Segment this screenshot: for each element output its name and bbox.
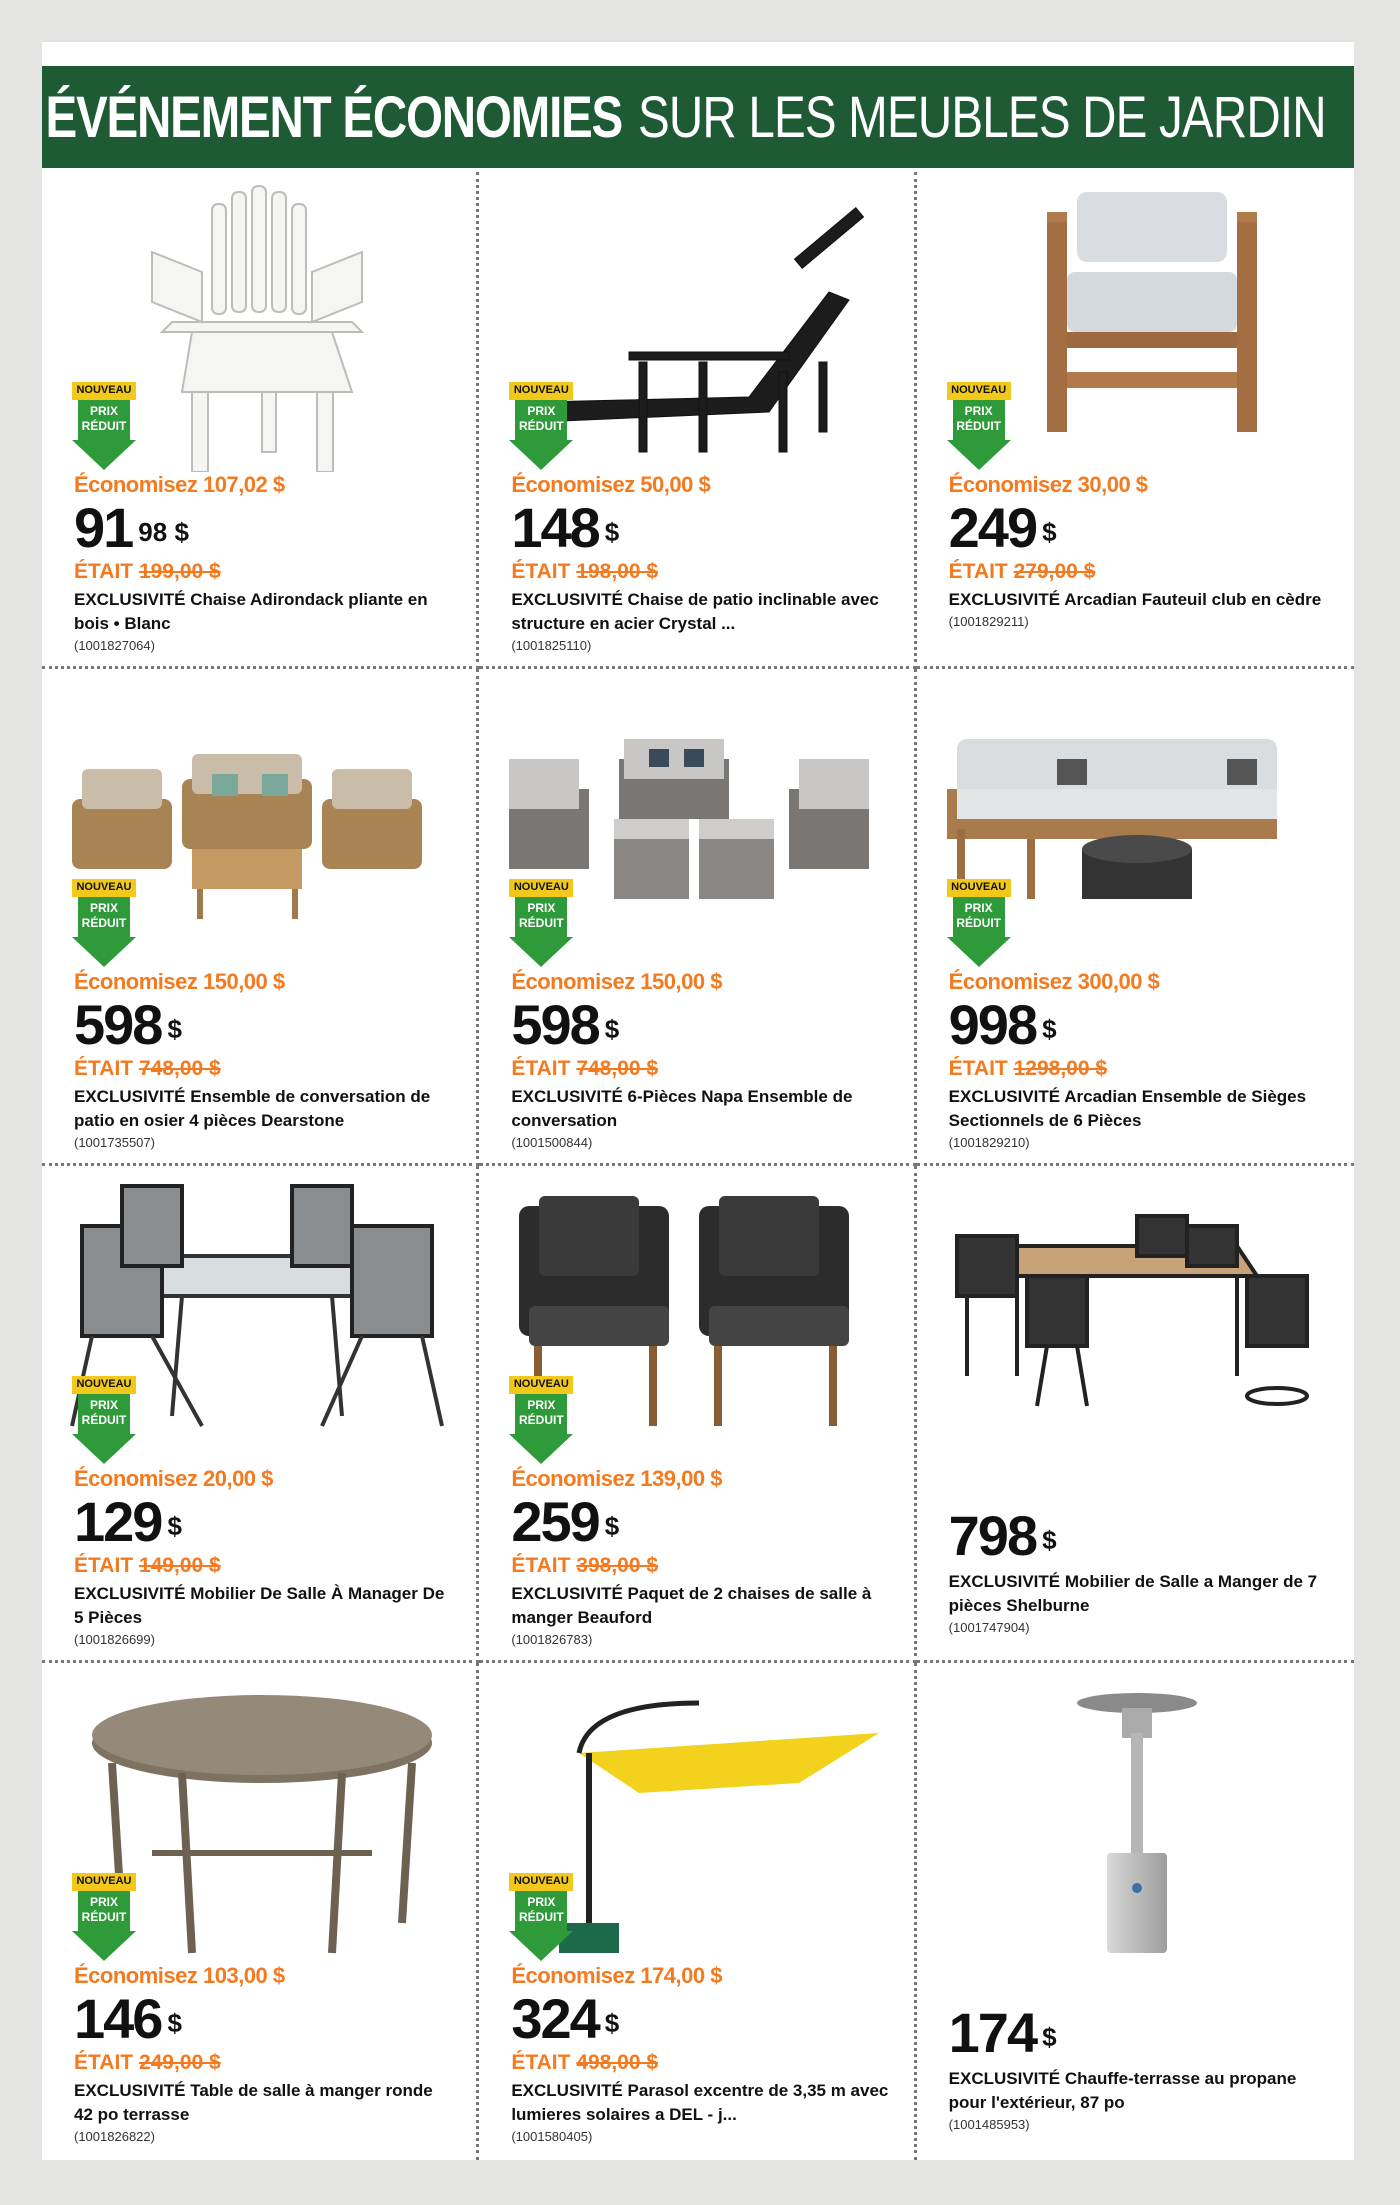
was-price bbox=[949, 1057, 1329, 1083]
badge-line2 bbox=[509, 901, 573, 931]
was-price bbox=[511, 2051, 891, 2077]
price-dollars: 598 bbox=[74, 993, 162, 1056]
price-cents: $ bbox=[604, 1014, 620, 1044]
badge-line1: NOUVEAU bbox=[76, 384, 132, 396]
was-label: ÉTAIT bbox=[511, 1057, 571, 1080]
badge-line2-text: PRIX bbox=[964, 901, 993, 915]
product-card[interactable] bbox=[42, 1166, 479, 1663]
product-name: Chauffe-terrasse au propane pour l'extérieur, 87 po bbox=[948, 2069, 1297, 2112]
product-description[interactable] bbox=[74, 2079, 454, 2127]
was-price-value: 748,00 $ bbox=[138, 1057, 221, 1080]
product-info bbox=[74, 1466, 454, 1647]
was-price bbox=[74, 1057, 454, 1083]
savings-text: Économisez 150,00 $ bbox=[74, 969, 285, 994]
badge-line2 bbox=[72, 1895, 136, 1925]
product-description[interactable] bbox=[511, 1085, 891, 1133]
product-name: Table de salle à manger ronde 42 po terrasse bbox=[74, 2081, 433, 2124]
was-price bbox=[949, 560, 1329, 586]
was-price-value: 398,00 $ bbox=[576, 1554, 659, 1577]
product-description[interactable] bbox=[511, 1582, 891, 1630]
patio-heater-image bbox=[937, 1673, 1327, 1963]
product-description[interactable] bbox=[511, 588, 891, 636]
product-description[interactable] bbox=[511, 2079, 891, 2127]
was-label: ÉTAIT bbox=[74, 2051, 134, 2074]
was-price-value: 199,00 $ bbox=[138, 560, 221, 583]
product-grid bbox=[42, 172, 1354, 2160]
was-price-value: 748,00 $ bbox=[576, 1057, 659, 1080]
was-price-value: 249,00 $ bbox=[138, 2051, 221, 2074]
savings-text: Économisez 150,00 $ bbox=[511, 969, 722, 994]
new-price-badge bbox=[509, 1873, 573, 1961]
was-price bbox=[511, 1554, 891, 1580]
page-header bbox=[42, 66, 1354, 168]
exclusive-label: EXCLUSIVITÉ bbox=[511, 2081, 623, 2100]
badge-line3-text: RÉDUIT bbox=[518, 916, 564, 930]
product-name: Chaise de patio inclinable avec structure en acier Crystal ... bbox=[511, 590, 879, 633]
badge-line3-text: RÉDUIT bbox=[518, 1910, 564, 1924]
product-code: (1001735507) bbox=[74, 1135, 155, 1150]
sale-price bbox=[74, 1492, 454, 1554]
product-card[interactable] bbox=[917, 172, 1354, 669]
badge-line1: NOUVEAU bbox=[513, 1378, 569, 1390]
product-info bbox=[949, 969, 1329, 1150]
price-dollars: 249 bbox=[948, 496, 1037, 559]
sale-price bbox=[511, 498, 891, 560]
price-cents: $ bbox=[604, 517, 620, 547]
price-dollars: 798 bbox=[948, 1504, 1037, 1567]
sale-price bbox=[74, 498, 454, 560]
price-dollars: 174 bbox=[948, 2001, 1037, 2064]
was-price bbox=[74, 2051, 454, 2077]
product-photo bbox=[937, 1176, 1327, 1466]
price-dollars: 91 bbox=[74, 496, 133, 559]
new-price-badge bbox=[509, 879, 573, 967]
badge-line3-text: RÉDUIT bbox=[81, 419, 127, 433]
product-name: Chaise Adirondack pliante en bois • Blanc bbox=[74, 590, 428, 633]
product-name: Parasol excentre de 3,35 m avec lumieres solaires a DEL - j... bbox=[511, 2081, 889, 2124]
header-title-light: SUR LES MEUBLES DE JARDIN bbox=[638, 84, 1326, 150]
exclusive-label: EXCLUSIVITÉ bbox=[948, 1572, 1061, 1591]
badge-line2 bbox=[509, 1398, 573, 1428]
savings-text: Économisez 103,00 $ bbox=[74, 1963, 285, 1988]
was-price bbox=[74, 560, 454, 586]
badge-line3-text: RÉDUIT bbox=[81, 1910, 127, 1924]
was-label: ÉTAIT bbox=[948, 1057, 1008, 1080]
product-code: (1001825110) bbox=[511, 638, 592, 653]
product-card[interactable] bbox=[479, 1663, 916, 2160]
price-cents: $ bbox=[1042, 2022, 1057, 2052]
product-description[interactable] bbox=[74, 588, 454, 636]
new-price-badge bbox=[947, 382, 1011, 470]
was-price-value: 1298,00 $ bbox=[1013, 1057, 1108, 1080]
product-code: (1001826822) bbox=[74, 2129, 155, 2144]
sale-price bbox=[74, 1989, 454, 2051]
product-info bbox=[74, 472, 454, 653]
product-name: Arcadian Fauteuil club en cèdre bbox=[1064, 590, 1322, 609]
badge-line3-text: RÉDUIT bbox=[956, 419, 1001, 433]
product-description[interactable] bbox=[74, 1085, 454, 1133]
was-price bbox=[74, 1554, 454, 1580]
product-code: (1001829210) bbox=[948, 1135, 1030, 1150]
price-cents: $ bbox=[604, 2008, 620, 2038]
product-card[interactable] bbox=[42, 1663, 479, 2160]
product-info bbox=[74, 1963, 454, 2144]
badge-line2-text: PRIX bbox=[527, 1895, 556, 1909]
product-card[interactable] bbox=[42, 172, 479, 669]
new-price-badge bbox=[509, 1376, 573, 1464]
badge-line2-text: PRIX bbox=[89, 1398, 118, 1412]
price-dollars: 148 bbox=[511, 496, 599, 559]
new-price-badge bbox=[509, 382, 573, 470]
badge-line1: NOUVEAU bbox=[76, 1875, 132, 1887]
product-info bbox=[949, 472, 1329, 629]
price-dollars: 598 bbox=[511, 993, 599, 1056]
was-price-value: 498,00 $ bbox=[576, 2051, 659, 2074]
new-price-badge bbox=[72, 382, 136, 470]
badge-line2-text: PRIX bbox=[527, 901, 556, 915]
badge-line1: NOUVEAU bbox=[513, 881, 569, 893]
was-label: ÉTAIT bbox=[948, 560, 1008, 583]
was-label: ÉTAIT bbox=[511, 560, 571, 583]
badge-line3-text: RÉDUIT bbox=[518, 1413, 564, 1427]
price-cents: $ bbox=[167, 1014, 182, 1044]
was-price bbox=[511, 560, 891, 586]
was-label: ÉTAIT bbox=[511, 2051, 571, 2074]
sale-price bbox=[949, 2003, 1329, 2065]
price-dollars: 259 bbox=[511, 1490, 599, 1553]
product-code: (1001747904) bbox=[948, 1620, 1030, 1635]
product-code: (1001827064) bbox=[74, 638, 155, 653]
product-info bbox=[511, 969, 891, 1150]
was-price-value: 279,00 $ bbox=[1013, 560, 1096, 583]
badge-line2-text: PRIX bbox=[89, 1895, 118, 1909]
was-label: ÉTAIT bbox=[511, 1554, 571, 1577]
badge-line3-text: RÉDUIT bbox=[81, 1413, 127, 1427]
product-card[interactable] bbox=[479, 1166, 916, 1663]
product-name: Mobilier de Salle a Manger de 7 pièces Shelburne bbox=[948, 1572, 1318, 1615]
header-title-bold: ÉVÉNEMENT ÉCONOMIES bbox=[45, 84, 623, 150]
badge-line1: NOUVEAU bbox=[513, 1875, 569, 1887]
price-dollars: 324 bbox=[511, 1987, 599, 2050]
new-price-badge bbox=[72, 1873, 136, 1961]
badge-line2 bbox=[947, 404, 1011, 434]
savings-text: Économisez 300,00 $ bbox=[948, 969, 1160, 994]
price-cents: $ bbox=[1042, 517, 1057, 547]
product-card[interactable] bbox=[917, 1663, 1354, 2160]
badge-line3-text: RÉDUIT bbox=[81, 916, 127, 930]
savings-text: Économisez 50,00 $ bbox=[511, 472, 711, 497]
exclusive-label: EXCLUSIVITÉ bbox=[948, 2069, 1061, 2088]
product-info bbox=[74, 969, 454, 1150]
price-cents: $ bbox=[1042, 1014, 1057, 1044]
product-description[interactable] bbox=[949, 588, 1329, 612]
product-info bbox=[949, 2003, 1329, 2132]
new-price-badge bbox=[72, 879, 136, 967]
was-label: ÉTAIT bbox=[74, 1554, 134, 1577]
product-code: (1001580405) bbox=[511, 2129, 593, 2144]
badge-line3-text: RÉDUIT bbox=[956, 916, 1001, 930]
product-code: (1001500844) bbox=[511, 1135, 593, 1150]
was-label: ÉTAIT bbox=[74, 1057, 134, 1080]
badge-line1: NOUVEAU bbox=[76, 1378, 132, 1390]
product-info bbox=[511, 1963, 891, 2144]
price-dollars: 998 bbox=[948, 993, 1037, 1056]
product-description[interactable] bbox=[949, 2067, 1329, 2115]
badge-line2-text: PRIX bbox=[964, 404, 993, 418]
dining-set-7-image bbox=[937, 1176, 1327, 1466]
exclusive-label: EXCLUSIVITÉ bbox=[511, 1584, 623, 1603]
sale-price bbox=[949, 995, 1329, 1057]
product-code: (1001485953) bbox=[948, 2117, 1030, 2132]
badge-line2 bbox=[72, 1398, 136, 1428]
badge-line1: NOUVEAU bbox=[76, 881, 132, 893]
product-card[interactable] bbox=[479, 669, 916, 1166]
was-price-value: 149,00 $ bbox=[138, 1554, 221, 1577]
exclusive-label: EXCLUSIVITÉ bbox=[74, 2081, 186, 2100]
price-dollars: 129 bbox=[74, 1490, 162, 1553]
exclusive-label: EXCLUSIVITÉ bbox=[74, 590, 186, 609]
sale-price bbox=[74, 995, 454, 1057]
product-info bbox=[511, 1466, 891, 1647]
badge-line2-text: PRIX bbox=[89, 901, 118, 915]
price-cents: 98 $ bbox=[138, 517, 189, 547]
product-name: Ensemble de conversation de patio en osier 4 pièces Dearstone bbox=[74, 1087, 431, 1130]
price-cents: $ bbox=[167, 2008, 182, 2038]
badge-line2-text: PRIX bbox=[89, 404, 118, 418]
sale-price bbox=[949, 498, 1329, 560]
savings-text: Économisez 139,00 $ bbox=[511, 1466, 722, 1491]
badge-line2-text: PRIX bbox=[527, 1398, 556, 1412]
sale-price bbox=[949, 1506, 1329, 1568]
product-info bbox=[511, 472, 891, 653]
exclusive-label: EXCLUSIVITÉ bbox=[511, 1087, 623, 1106]
product-photo bbox=[937, 1673, 1327, 1963]
exclusive-label: EXCLUSIVITÉ bbox=[948, 1087, 1061, 1106]
was-price bbox=[511, 1057, 891, 1083]
product-name: Mobilier De Salle À Manager De 5 Pièces bbox=[74, 1584, 445, 1627]
product-code: (1001826699) bbox=[74, 1632, 155, 1647]
savings-text: Économisez 107,02 $ bbox=[74, 472, 285, 497]
savings-text: Économisez 174,00 $ bbox=[511, 1963, 722, 1988]
sale-price bbox=[511, 995, 891, 1057]
product-info bbox=[949, 1506, 1329, 1635]
flyer-page bbox=[42, 42, 1354, 2160]
exclusive-label: EXCLUSIVITÉ bbox=[511, 590, 623, 609]
product-name: Arcadian Ensemble de Sièges Sectionnels de 6 Pièces bbox=[948, 1087, 1307, 1130]
product-code: (1001829211) bbox=[948, 614, 1029, 629]
product-card[interactable] bbox=[42, 669, 479, 1166]
sale-price bbox=[511, 1989, 891, 2051]
product-code: (1001826783) bbox=[511, 1632, 593, 1647]
badge-line1: NOUVEAU bbox=[951, 881, 1007, 893]
product-card[interactable] bbox=[479, 172, 916, 669]
exclusive-label: EXCLUSIVITÉ bbox=[74, 1584, 186, 1603]
badge-line2 bbox=[509, 1895, 573, 1925]
product-card[interactable] bbox=[917, 1166, 1354, 1663]
badge-line2 bbox=[72, 901, 136, 931]
badge-line3-text: RÉDUIT bbox=[518, 419, 564, 433]
new-price-badge bbox=[72, 1376, 136, 1464]
was-label: ÉTAIT bbox=[74, 560, 134, 583]
price-dollars: 146 bbox=[74, 1987, 162, 2050]
exclusive-label: EXCLUSIVITÉ bbox=[948, 590, 1061, 609]
badge-line2 bbox=[947, 901, 1011, 931]
badge-line2-text: PRIX bbox=[527, 404, 556, 418]
price-cents: $ bbox=[1042, 1525, 1057, 1555]
product-name: Paquet de 2 chaises de salle à manger Beauford bbox=[511, 1584, 872, 1627]
badge-line2 bbox=[72, 404, 136, 434]
price-cents: $ bbox=[167, 1511, 182, 1541]
product-description[interactable] bbox=[74, 1582, 454, 1630]
exclusive-label: EXCLUSIVITÉ bbox=[74, 1087, 186, 1106]
new-price-badge bbox=[947, 879, 1011, 967]
badge-line1: NOUVEAU bbox=[513, 384, 569, 396]
badge-line1: NOUVEAU bbox=[951, 384, 1007, 396]
product-card[interactable] bbox=[917, 669, 1354, 1166]
savings-text: Économisez 30,00 $ bbox=[948, 472, 1148, 497]
product-name: 6-Pièces Napa Ensemble de conversation bbox=[511, 1087, 853, 1130]
badge-line2 bbox=[509, 404, 573, 434]
savings-text: Économisez 20,00 $ bbox=[74, 1466, 273, 1491]
sale-price bbox=[511, 1492, 891, 1554]
product-description[interactable] bbox=[949, 1085, 1329, 1133]
price-cents: $ bbox=[604, 1511, 620, 1541]
was-price-value: 198,00 $ bbox=[576, 560, 659, 583]
product-description[interactable] bbox=[949, 1570, 1329, 1618]
